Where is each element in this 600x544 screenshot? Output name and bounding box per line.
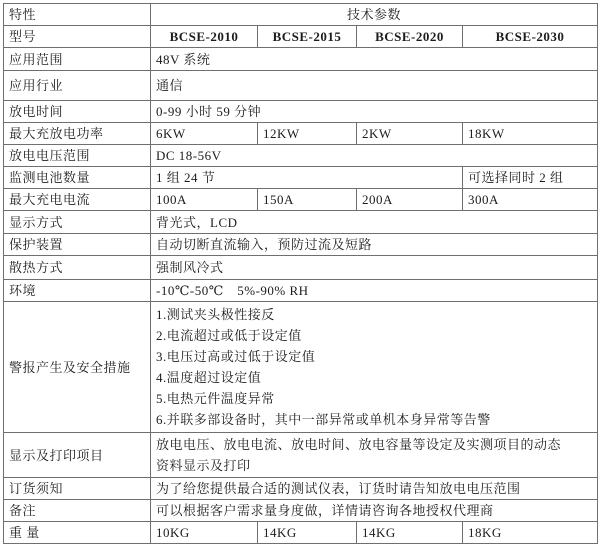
spec-line: 3.电压过高或过低于设定值 (156, 349, 316, 364)
row-label: 重 量 (4, 522, 151, 544)
spec-cell (151, 302, 598, 433)
row-label: 散热方式 (4, 256, 151, 280)
table-row (4, 234, 598, 256)
table-row (4, 167, 598, 189)
row-label: 最大充电电流 (4, 189, 151, 211)
spec-cell: 强制风冷式 (151, 256, 598, 280)
row-label: 特性 (4, 4, 151, 26)
spec-cell: DC 18-56V (151, 145, 598, 167)
row-label: 显示及打印项目 (4, 433, 151, 478)
table-row (4, 26, 598, 48)
table-row (4, 123, 598, 145)
spec-cell: 背光式，LCD (151, 211, 598, 234)
row-label: 放电电压范围 (4, 145, 151, 167)
spec-cell: 18KW (463, 123, 598, 145)
table-row (4, 256, 598, 280)
table-row (4, 145, 598, 167)
spec-cell: 18KG (463, 522, 598, 544)
spec-cell: 100A (151, 189, 258, 211)
spec-cell: 12KW (258, 123, 357, 145)
spec-cell: 14KG (357, 522, 463, 544)
spec-cell: 300A (463, 189, 598, 211)
spec-cell: 可以根据客户需求量身度做，详情请咨询各地授权代理商 (151, 500, 598, 522)
spec-cell: 通信 (151, 71, 598, 101)
spec-table-body (4, 4, 598, 544)
spec-cell: BCSE-2015 (258, 26, 357, 48)
table-row (4, 211, 598, 234)
table-row (4, 280, 598, 302)
row-label: 保护装置 (4, 234, 151, 256)
row-label: 警报产生及安全措施 (4, 302, 151, 433)
spec-table (3, 3, 598, 544)
row-label: 环境 (4, 280, 151, 302)
table-row (4, 522, 598, 544)
spec-cell: -10℃-50℃ 5%-90% RH (151, 280, 598, 302)
spec-cell: 为了给您提供最合适的测试仪表，订货时请告知放电电压范围 (151, 478, 598, 500)
spec-cell: 150A (258, 189, 357, 211)
spec-cell: 48V 系统 (151, 48, 598, 71)
spec-cell: 1 组 24 节 (151, 167, 463, 189)
table-row (4, 71, 598, 101)
spec-cell: 14KG (258, 522, 357, 544)
spec-cell: 6KW (151, 123, 258, 145)
spec-cell (151, 433, 598, 478)
row-label: 显示方式 (4, 211, 151, 234)
spec-line: 1.测试夹头极性接反 (156, 307, 275, 322)
spec-line: 5.电热元件温度异常 (156, 391, 275, 406)
row-label: 最大充放电功率 (4, 123, 151, 145)
spec-line: 放电电压、放电电流、放电时间、放电容量等设定及实测项目的动态 (156, 437, 562, 452)
row-label: 订货须知 (4, 478, 151, 500)
table-row (4, 302, 598, 433)
spec-line: 资料显示及打印 (156, 458, 251, 473)
spec-cell: 0-99 小时 59 分钟 (151, 101, 598, 123)
table-row (4, 48, 598, 71)
row-label: 应用行业 (4, 71, 151, 101)
spec-cell: 10KG (151, 522, 258, 544)
row-label: 型号 (4, 26, 151, 48)
spec-cell: BCSE-2030 (463, 26, 598, 48)
row-label: 放电时间 (4, 101, 151, 123)
row-label: 应用范围 (4, 48, 151, 71)
table-row (4, 4, 598, 26)
table-row (4, 500, 598, 522)
spec-cell: BCSE-2020 (357, 26, 463, 48)
table-row (4, 478, 598, 500)
spec-cell: 可选择同时 2 组 (463, 167, 598, 189)
spec-cell: 200A (357, 189, 463, 211)
spec-line: 4.温度超过设定值 (156, 370, 262, 385)
spec-cell: BCSE-2010 (151, 26, 258, 48)
table-row (4, 433, 598, 478)
table-row (4, 101, 598, 123)
spec-cell: 2KW (357, 123, 463, 145)
spec-line: 6.并联多部设备时，其中一部异常或单机本身异常等告警 (156, 412, 491, 427)
spec-cell: 自动切断直流输入，预防过流及短路 (151, 234, 598, 256)
table-row (4, 189, 598, 211)
row-label: 备注 (4, 500, 151, 522)
row-label: 监测电池数量 (4, 167, 151, 189)
spec-cell: 技术参数 (151, 4, 598, 26)
spec-line: 2.电流超过或低于设定值 (156, 328, 302, 343)
